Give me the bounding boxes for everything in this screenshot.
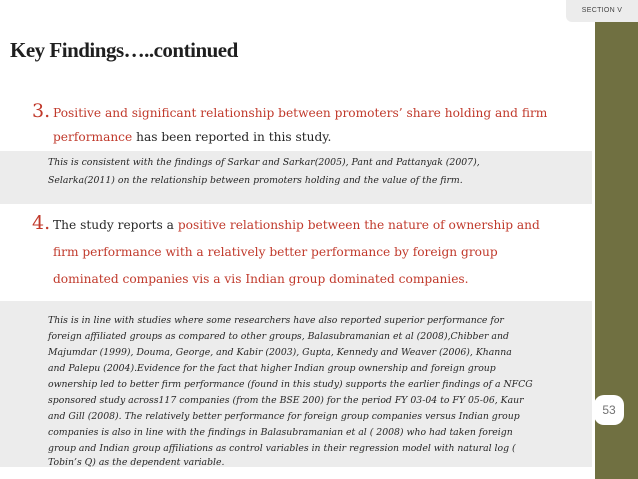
finding-3-line-2-rest: has been reported in this study. xyxy=(132,130,332,144)
finding-4-line-1 xyxy=(53,218,540,232)
page-number: 53 xyxy=(594,395,624,425)
finding-4-number: 4. xyxy=(32,212,51,234)
finding-3-note-line: Selarka(2011) on the relationship between promoters holding and the value of the firm. xyxy=(48,175,463,186)
finding-4-note-line: ownership led to better firm performance (found in this study) supports the earlier findings of a NFCG xyxy=(48,379,533,390)
finding-4-note-line: sponsored study across117 companies (from the BSE 200) for the period FY 03-04 to FY 05-06, Kaur xyxy=(48,395,524,406)
finding-4-note-line: and Gill (2008). The relatively better performance for foreign group companies versus Indian group xyxy=(48,411,520,422)
finding-3-number: 3. xyxy=(32,100,51,122)
finding-4-line-1-plain: The study reports a xyxy=(53,218,178,232)
finding-3-line-1: Positive and significant relationship between promoters’ share holding and firm xyxy=(53,106,548,120)
finding-4-note-line: This is in line with studies where some researchers have also reported superior performance for xyxy=(48,315,504,326)
finding-4-note-line: Majumdar (1999), Douma, George, and Kabir (2003), Gupta, Kennedy and Weaver (2006), Khanna xyxy=(48,347,512,358)
finding-4-note-line: foreign affiliated groups as compared to other groups, Balasubramanian et al (2008),Chibber and xyxy=(48,331,509,342)
finding-4-line-1-highlight: positive relationship between the nature of ownership and xyxy=(177,218,540,232)
finding-3-note-line: This is consistent with the findings of Sarkar and Sarkar(2005), Pant and Pattanyak (2007), xyxy=(48,157,480,168)
finding-4-line-3: dominated companies vis a vis Indian group dominated companies. xyxy=(53,272,469,286)
finding-4-note-line: group and Indian group affiliations as control variables in their regression model with natural log ( xyxy=(48,443,516,454)
finding-3-line-2-highlight: performance xyxy=(53,130,133,144)
finding-4-note-line: Tobin’s Q) as the dependent variable. xyxy=(48,457,225,468)
section-label: SECTION V xyxy=(566,0,638,22)
slide-title: Key Findings…..continued xyxy=(10,38,238,62)
finding-4-note-line: companies is also in line with the findings in Balasubramanian et al ( 2008) who had taken foreign xyxy=(48,427,513,438)
finding-3-line-2 xyxy=(53,130,331,144)
finding-4-line-2: firm performance with a relatively better performance by foreign group xyxy=(53,245,498,259)
finding-4-note-line: and Palepu (2004).Evidence for the fact that higher Indian group ownership and foreign group xyxy=(48,363,496,374)
